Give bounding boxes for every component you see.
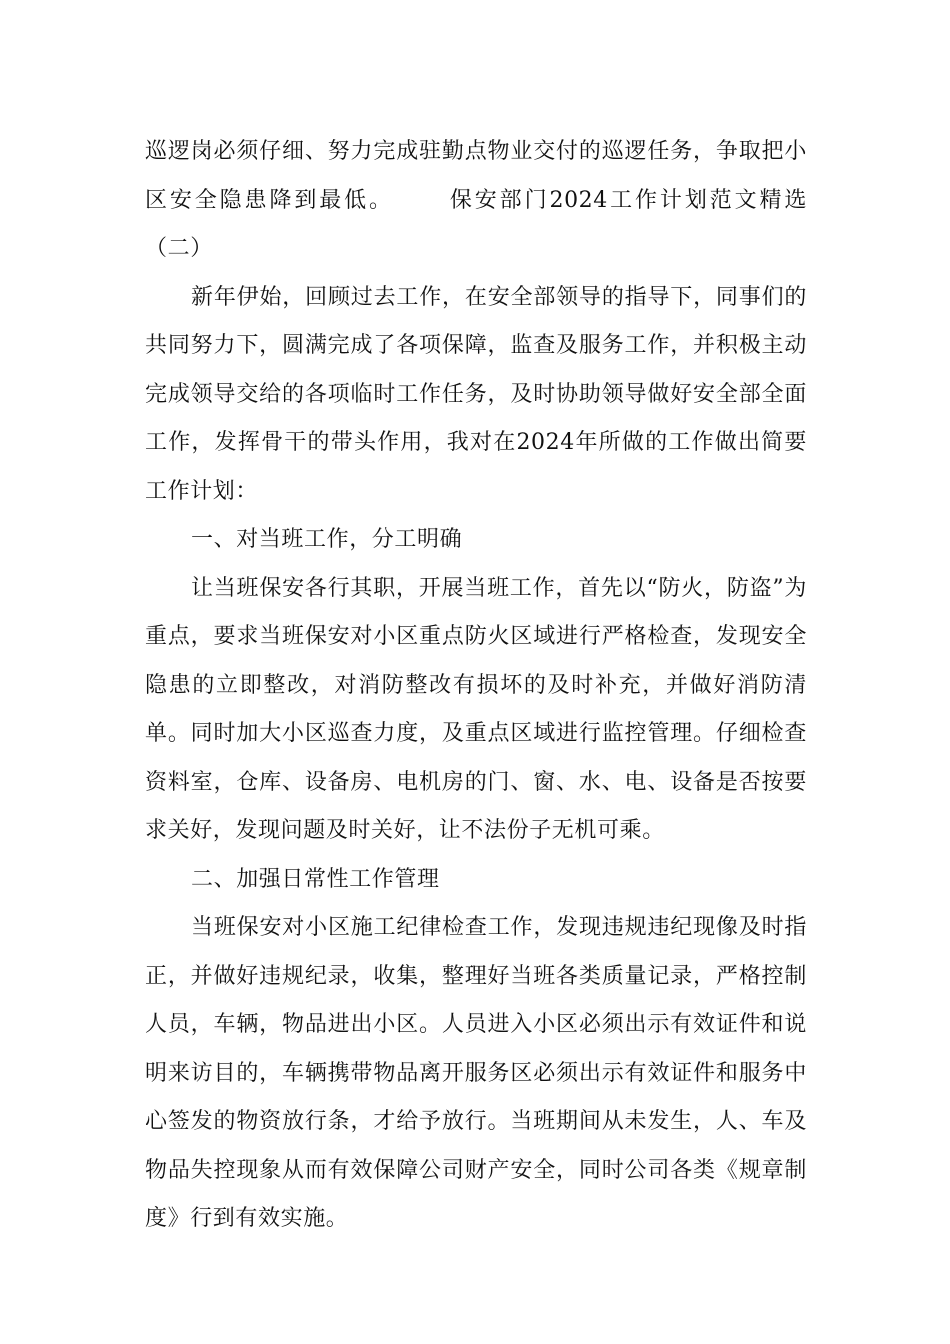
- heading-1: 一、对当班工作，分工明确: [191, 527, 463, 552]
- heading-2: 二、加强日常性工作管理: [191, 866, 440, 892]
- opening-paragraph-text: 巡逻岗必须仔细、努力完成驻勤点物业交付的巡逻任务，争取把小区安全隐患降到最低。: [145, 139, 807, 213]
- document-body: [145, 128, 807, 1244]
- paragraph-shift-duties: 让当班保安各行其职，开展当班工作，首先以“防火，防盗”为重点，要求当班保安对小区重点防火区域进行严格检查，发现安全隐患的立即整改，对消防整改有损坏的及时补充，并做好消防清单。同时加大小区巡查力度，及重点区域进行监控管理。仔细检查资料室，仓库、设备房、电机房的门、窗、水、电、设备是否按要求关好，发现问题及时关好，让不法份子无机可乘。: [145, 575, 807, 843]
- section-title: 保安部门2024工作计划范文精选（二）: [145, 187, 807, 261]
- opening-paragraph: [145, 128, 807, 274]
- paragraph-daily-management: 当班保安对小区施工纪律检查工作，发现违规违纪现像及时指正，并做好违规纪录，收集，整理好当班各类质量记录，严格控制人员，车辆，物品进出小区。人员进入小区必须出示有效证件和说明来访目的，车辆携带物品离开服务区必须出示有效证件和服务中心签发的物资放行条，才给予放行。当班期间从未发生，人、车及物品失控现象从而有效保障公司财产安全，同时公司各类《规章制度》行到有效实施。: [145, 915, 807, 1231]
- paragraph-intro: 新年伊始，回顾过去工作，在安全部领导的指导下，同事们的共同努力下，圆满完成了各项保障，监查及服务工作，并积极主动完成领导交给的各项临时工作任务，及时协助领导做好安全部全面工作，发挥骨干的带头作用，我对在2024年所做的工作做出简要工作计划：: [145, 284, 807, 504]
